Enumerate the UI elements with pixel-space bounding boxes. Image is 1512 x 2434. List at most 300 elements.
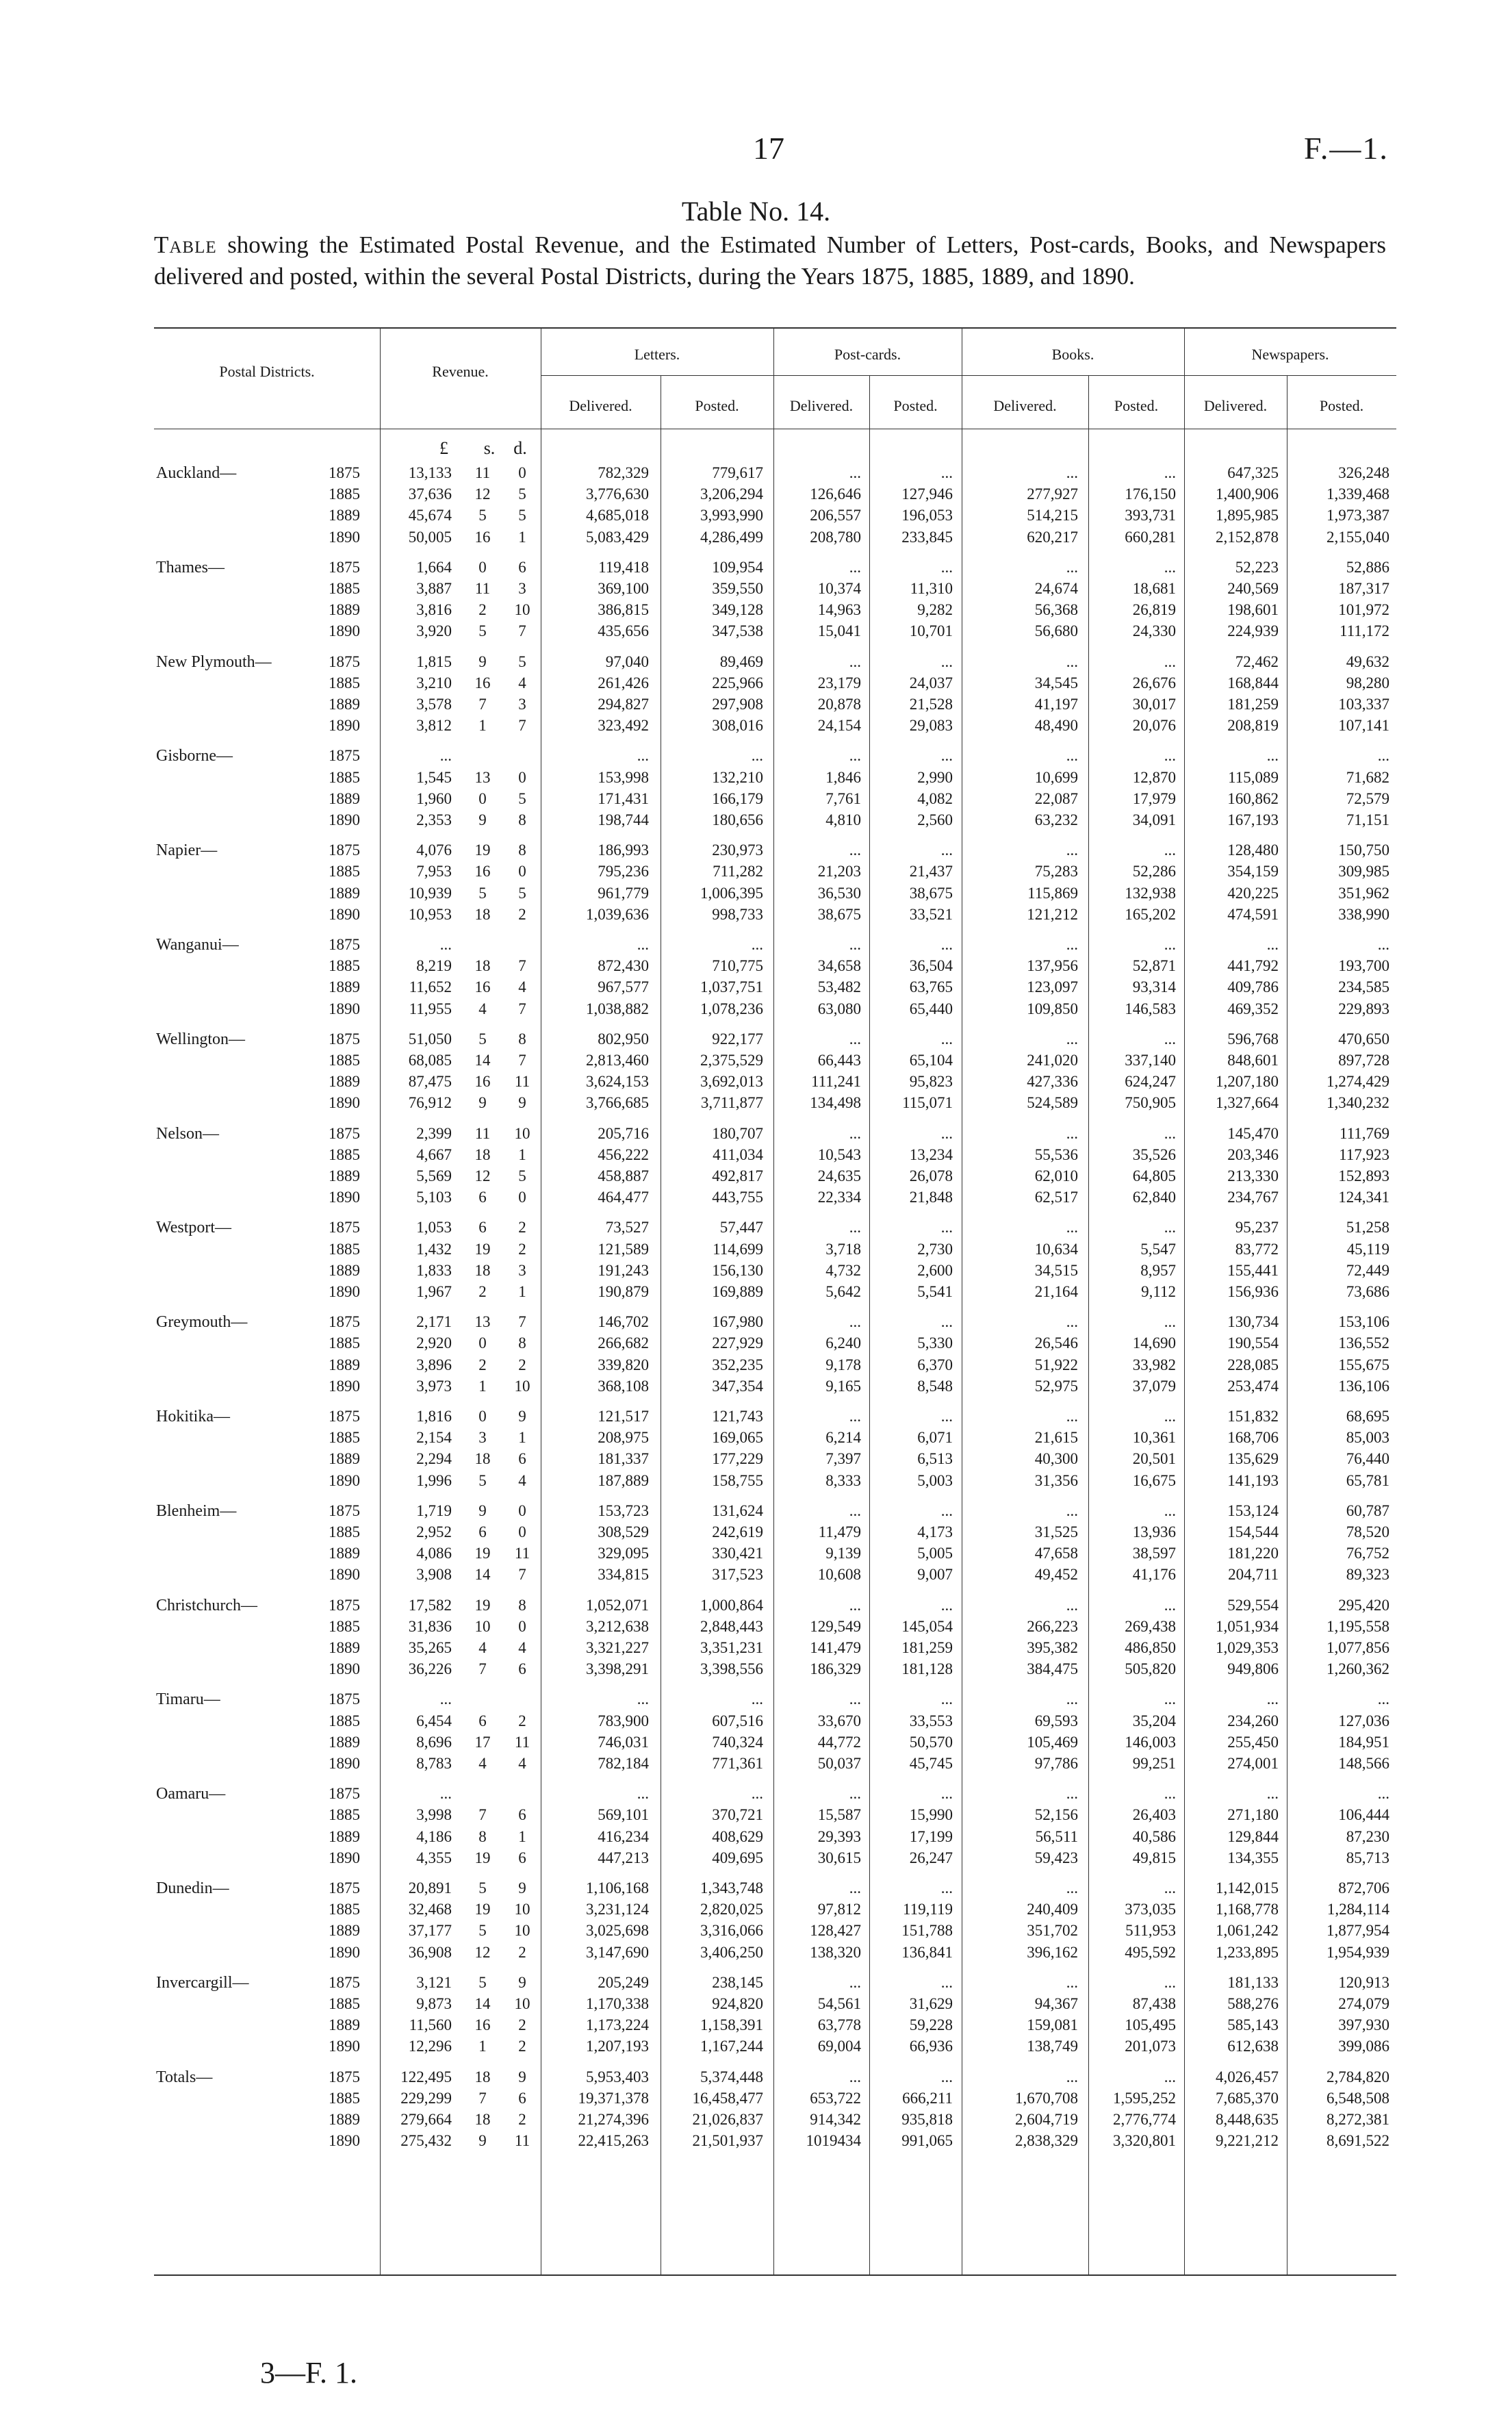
table-cell: 137,956: [1027, 957, 1078, 975]
district-name: Nelson—: [156, 1124, 219, 1143]
table-cell: 308,016: [712, 717, 763, 735]
table-cell: ...: [940, 1690, 953, 1708]
year-cell: 1885: [329, 1617, 360, 1635]
year-cell: 1889: [329, 884, 360, 902]
table-cell: 710,775: [712, 957, 763, 975]
table-cell: 107,141: [1338, 717, 1389, 735]
table-cell: 3: [518, 580, 526, 597]
table-cell: 9,282: [917, 601, 953, 619]
table-cell: 167,980: [712, 1313, 763, 1331]
table-cell: 1,142,015: [1216, 1879, 1279, 1897]
table-cell: 294,827: [598, 696, 649, 713]
table-cell: 18: [474, 2111, 491, 2128]
table-cell: 8: [518, 811, 526, 828]
table-cell: 3,321,227: [586, 1639, 649, 1656]
table-cell: 6,454: [416, 1712, 452, 1729]
year-cell: 1889: [329, 507, 360, 524]
year-cell: 1885: [329, 863, 360, 880]
year-cell: 1885: [329, 1995, 360, 2012]
table-cell: ...: [1164, 1596, 1176, 1614]
table-cell: 935,818: [901, 2111, 953, 2128]
table-cell: 271,180: [1227, 1806, 1279, 1824]
table-cell: ...: [637, 1690, 649, 1708]
table-cell: 205,249: [598, 1973, 649, 1991]
year-cell: 1875: [329, 841, 360, 859]
table-cell: 2,154: [416, 1429, 452, 1447]
year-cell: 1889: [329, 1073, 360, 1091]
table-cell: 0: [518, 464, 526, 481]
year-cell: 1875: [329, 1219, 360, 1237]
table-cell: 52,156: [1034, 1806, 1078, 1824]
table-cell: ...: [751, 1785, 763, 1803]
table-cell: 253,474: [1227, 1377, 1279, 1395]
table-cell: 782,329: [598, 464, 649, 481]
year-cell: 1889: [329, 1639, 360, 1656]
table-cell: 129,549: [810, 1617, 861, 1635]
year-cell: 1890: [329, 1094, 360, 1112]
table-cell: 97,040: [605, 652, 649, 670]
table-cell: 29,393: [817, 1827, 861, 1845]
table-cell: 21,164: [1034, 1283, 1078, 1300]
table-cell: 8,691,522: [1327, 2132, 1389, 2150]
table-cell: 50,037: [817, 1755, 861, 1772]
table-cell: 2: [518, 2016, 526, 2034]
table-cell: 14,963: [817, 601, 861, 619]
table-cell: 393,731: [1125, 507, 1176, 524]
table-cell: 0: [518, 1501, 526, 1519]
table-cell: 9: [478, 1501, 487, 1519]
table-cell: 5: [518, 884, 526, 902]
year-cell: 1875: [329, 558, 360, 576]
table-cell: 3: [478, 1429, 487, 1447]
table-cell: 3,711,877: [700, 1094, 763, 1112]
table-cell: 169,065: [712, 1429, 763, 1447]
table-cell: 60,787: [1346, 1501, 1389, 1519]
table-cell: 7: [478, 2089, 487, 2107]
table-cell: 3,993,990: [700, 507, 763, 524]
table-cell: 89,469: [719, 652, 763, 670]
table-cell: 2: [478, 601, 487, 619]
table-cell: 5,103: [416, 1189, 452, 1206]
year-cell: 1889: [329, 696, 360, 713]
caption-text: showing the Estimated Postal Revenue, and the Estimated Number of Letters, Post-cards, Books, and Newspapers delivered and posted, within the several Postal Districts, during the Years 1875, 1885, 1889, and 1890.: [154, 231, 1386, 290]
header-delivered: Delivered.: [789, 397, 854, 414]
table-cell: 3,973: [416, 1377, 452, 1395]
table-cell: 1,996: [416, 1471, 452, 1489]
table-cell: 20,076: [1132, 717, 1176, 735]
table-cell: 1: [518, 1283, 526, 1300]
table-cell: 186,329: [810, 1660, 861, 1678]
table-cell: 5: [518, 789, 526, 807]
table-cell: 2: [518, 1240, 526, 1258]
table-cell: 52,886: [1346, 558, 1389, 576]
table-cell: 323,492: [598, 717, 649, 735]
table-cell: 3,812: [416, 717, 452, 735]
table-cell: 206,557: [810, 507, 861, 524]
table-cell: 967,577: [598, 978, 649, 996]
table-cell: 181,337: [598, 1450, 649, 1468]
table-cell: ...: [1164, 747, 1176, 765]
table-cell: 3,398,556: [700, 1660, 763, 1678]
district-name: Wanganui—: [156, 936, 239, 954]
table-cell: 66,443: [817, 1052, 861, 1069]
table-cell: 26,403: [1132, 1806, 1176, 1824]
table-cell: ...: [1164, 464, 1176, 481]
table-cell: 11: [474, 464, 491, 481]
table-bottom-rule: [154, 2274, 1396, 2276]
table-cell: 1,037,751: [700, 978, 763, 996]
table-cell: 8: [518, 1030, 526, 1048]
table-cell: 109,850: [1027, 1000, 1078, 1017]
table-cell: 7,761: [825, 789, 861, 807]
table-cell: 229,893: [1338, 1000, 1389, 1017]
table-cell: 13: [474, 1313, 491, 1331]
table-cell: 4: [518, 1639, 526, 1656]
year-cell: 1875: [329, 936, 360, 953]
year-cell: 1885: [329, 957, 360, 975]
table-cell: 7,685,370: [1216, 2089, 1279, 2107]
year-cell: 1875: [329, 747, 360, 765]
table-cell: 18,681: [1132, 580, 1176, 597]
table-cell: 95,237: [1235, 1219, 1279, 1237]
table-cell: 0: [518, 1617, 526, 1635]
table-cell: 19: [474, 1901, 491, 1918]
table-cell: 961,779: [598, 884, 649, 902]
year-cell: 1889: [329, 1356, 360, 1373]
table-cell: 7: [518, 1052, 526, 1069]
table-cell: ...: [1066, 1030, 1078, 1048]
table-cell: ...: [849, 1313, 861, 1331]
page-number: 17: [753, 131, 784, 166]
table-cell: 347,354: [712, 1377, 763, 1395]
table-cell: ...: [1066, 1124, 1078, 1142]
table-cell: 2,776,774: [1113, 2111, 1176, 2128]
table-cell: 1: [518, 528, 526, 546]
table-cell: 309,985: [1338, 863, 1389, 880]
table-cell: 4,286,499: [700, 528, 763, 546]
table-cell: 1,545: [416, 768, 452, 786]
year-cell: 1885: [329, 1334, 360, 1352]
table-cell: 3,908: [416, 1566, 452, 1584]
table-cell: 1019434: [806, 2132, 861, 2150]
table-cell: 924,820: [712, 1995, 763, 2012]
table-cell: 15,990: [909, 1806, 953, 1824]
table-cell: 6: [518, 1849, 526, 1866]
table-cell: 10,361: [1132, 1429, 1176, 1447]
table-cell: 11: [514, 2132, 530, 2150]
table-cell: 97,812: [817, 1901, 861, 1918]
table-cell: 24,635: [817, 1167, 861, 1184]
table-cell: ...: [1164, 2068, 1176, 2086]
table-cell: 31,525: [1034, 1523, 1078, 1541]
table-cell: ...: [940, 1030, 953, 1048]
table-cell: 37,177: [408, 1922, 452, 1940]
table-cell: 2: [478, 1356, 487, 1373]
table-cell: 5: [478, 1030, 487, 1048]
year-cell: 1890: [329, 811, 360, 828]
footer-code: 3—F. 1.: [260, 2356, 357, 2389]
table-cell: ...: [1266, 747, 1279, 765]
table-cell: 17,199: [909, 1827, 953, 1845]
table-cell: 146,702: [598, 1313, 649, 1331]
table-cell: 2,171: [416, 1313, 452, 1331]
table-cell: 56,368: [1034, 601, 1078, 619]
year-cell: 1875: [329, 1596, 360, 1614]
table-cell: 1,051,934: [1216, 1617, 1279, 1635]
table-cell: 40,586: [1132, 1827, 1176, 1845]
year-cell: 1889: [329, 978, 360, 996]
table-cell: 6,071: [917, 1429, 953, 1447]
table-cell: 7: [518, 622, 526, 640]
table-cell: 115,869: [1027, 884, 1078, 902]
table-cell: 1,158,391: [700, 2016, 763, 2034]
table-cell: 456,222: [598, 1145, 649, 1163]
district-name: Hokitika—: [156, 1408, 230, 1425]
year-cell: 1885: [329, 674, 360, 692]
table-cell: 11,560: [409, 2016, 452, 2034]
table-cell: 240,569: [1227, 580, 1279, 597]
table-cell: 373,035: [1125, 1901, 1176, 1918]
table-cell: ...: [849, 464, 861, 481]
table-cell: 134,355: [1227, 1849, 1279, 1866]
year-cell: 1885: [329, 580, 360, 597]
table-cell: 495,592: [1125, 1943, 1176, 1961]
table-cell: 771,361: [712, 1755, 763, 1772]
table-cell: ...: [1066, 558, 1078, 576]
year-cell: 1890: [329, 1849, 360, 1866]
table-cell: 2,604,719: [1015, 2111, 1078, 2128]
table-cell: 8,448,635: [1216, 2111, 1279, 2128]
table-cell: 115,089: [1228, 768, 1279, 786]
table-cell: 397,930: [1338, 2016, 1389, 2034]
table-cell: ...: [1164, 1408, 1176, 1425]
table-cell: 1,284,114: [1327, 1901, 1389, 1918]
table-cell: 155,675: [1338, 1356, 1389, 1373]
table-cell: 9: [478, 652, 487, 670]
district-name: Gisborne—: [156, 747, 233, 765]
table-cell: 8,333: [825, 1471, 861, 1489]
table-cell: 134,498: [810, 1094, 861, 1112]
table-cell: ...: [1164, 1973, 1176, 1991]
table-cell: 10: [514, 1922, 530, 1940]
table-cell: 135,629: [1227, 1450, 1279, 1468]
table-cell: 2: [518, 1356, 526, 1373]
table-cell: 10,543: [817, 1145, 861, 1163]
header-currency-1: s.: [483, 438, 496, 458]
table-cell: 16,675: [1132, 1471, 1176, 1489]
table-cell: 123,097: [1027, 978, 1078, 996]
table-cell: 62,010: [1034, 1167, 1078, 1184]
header-delivered: Delivered.: [1203, 397, 1268, 414]
table-cell: 121,212: [1027, 905, 1078, 923]
table-cell: 3,624,153: [586, 1073, 649, 1091]
table-cell: 121,743: [712, 1408, 763, 1425]
table-cell: 10,939: [408, 884, 452, 902]
table-cell: ...: [439, 1785, 452, 1803]
table-cell: 2: [518, 2038, 526, 2055]
table-cell: 1,260,362: [1327, 1660, 1389, 1678]
table-cell: 2,399: [416, 1124, 452, 1142]
table-cell: 464,477: [598, 1189, 649, 1206]
table-cell: 21,437: [909, 863, 953, 880]
table-cell: 168,844: [1227, 674, 1279, 692]
table-cell: 612,638: [1227, 2038, 1279, 2055]
table-cell: 129,844: [1227, 1827, 1279, 1845]
table-cell: 151,788: [901, 1922, 953, 1940]
table-cell: 5,569: [416, 1167, 452, 1184]
table-cell: 117,923: [1339, 1145, 1389, 1163]
table-cell: 3,920: [416, 622, 452, 640]
table-cell: 351,702: [1027, 1922, 1078, 1940]
table-cell: ...: [940, 1219, 953, 1237]
table-cell: 2,920: [416, 1334, 452, 1352]
table-cell: ...: [940, 841, 953, 859]
table-cell: 33,982: [1132, 1356, 1176, 1373]
table-cell: 13,936: [1132, 1523, 1176, 1541]
table-cell: 5: [518, 507, 526, 524]
table-cell: 1,400,906: [1216, 485, 1279, 503]
table-cell: ...: [1164, 1879, 1176, 1897]
table-cell: 156,936: [1227, 1283, 1279, 1300]
table-cell: 2,600: [917, 1261, 953, 1279]
table-cell: 153,124: [1227, 1501, 1279, 1519]
table-cell: 0: [478, 558, 487, 576]
table-cell: 63,778: [817, 2016, 861, 2034]
table-cell: 4,076: [416, 841, 452, 859]
table-cell: 5: [478, 1922, 487, 1940]
table-cell: 1,053: [416, 1219, 452, 1237]
header-group-1: Post-cards.: [834, 346, 901, 363]
district-name: Christchurch—: [156, 1596, 257, 1614]
table-cell: 511,953: [1125, 1922, 1176, 1940]
table-cell: 416,234: [598, 1827, 649, 1845]
table-cell: 848,601: [1227, 1052, 1279, 1069]
table-cell: 399,086: [1338, 2038, 1389, 2055]
header-posted: Posted.: [1114, 397, 1159, 414]
table-cell: 119,119: [902, 1901, 953, 1918]
table-cell: 21,274,396: [578, 2111, 649, 2128]
table-cell: 21,501,937: [692, 2132, 763, 2150]
table-cell: 22,415,263: [578, 2132, 649, 2150]
table-cell: 10: [514, 1124, 530, 1142]
year-cell: 1889: [329, 1827, 360, 1845]
table-cell: 10,953: [408, 905, 452, 923]
table-cell: 19: [474, 1849, 491, 1866]
table-cell: 1: [518, 1827, 526, 1845]
table-cell: 1,170,338: [586, 1995, 649, 2012]
table-cell: 897,728: [1338, 1052, 1389, 1069]
table-cell: 136,841: [901, 1943, 953, 1961]
table-cell: 224,939: [1227, 622, 1279, 640]
table-cell: 119,418: [598, 558, 649, 576]
table-cell: 1,954,939: [1327, 1943, 1389, 1961]
table-cell: ...: [751, 936, 763, 953]
table-cell: 71,151: [1346, 811, 1389, 828]
table-cell: 9: [478, 1094, 487, 1112]
table-cell: 24,037: [909, 674, 953, 692]
table-cell: 746,031: [598, 1733, 649, 1751]
year-cell: 1885: [329, 1806, 360, 1824]
table-cell: 153,998: [598, 768, 649, 786]
table-cell: 386,815: [598, 601, 649, 619]
table-cell: 1,833: [416, 1261, 452, 1279]
table-cell: 19: [474, 841, 491, 859]
table-cell: 176,150: [1125, 485, 1176, 503]
table-cell: 14: [474, 1566, 491, 1584]
table-cell: 24,330: [1132, 622, 1176, 640]
table-cell: 20,501: [1132, 1450, 1176, 1468]
table-cell: 4: [518, 1471, 526, 1489]
table-cell: ...: [1164, 1219, 1176, 1237]
table-cell: 3,212,638: [586, 1617, 649, 1635]
table-cell: 4,355: [416, 1849, 452, 1866]
table-cell: 1,207,193: [586, 2038, 649, 2055]
table-cell: 8: [518, 841, 526, 859]
year-cell: 1890: [329, 622, 360, 640]
table-cell: 8,548: [917, 1377, 953, 1395]
table-cell: 802,950: [598, 1030, 649, 1048]
table-cell: ...: [1066, 1785, 1078, 1803]
table-cell: 8,272,381: [1327, 2111, 1389, 2128]
table-cell: 782,184: [598, 1755, 649, 1772]
table-cell: 352,235: [712, 1356, 763, 1373]
table-cell: 474,591: [1227, 905, 1279, 923]
table-cell: ...: [849, 1690, 861, 1708]
table-cell: 2: [518, 1712, 526, 1729]
table-cell: 1,173,224: [586, 2016, 649, 2034]
table-cell: ...: [637, 747, 649, 765]
table-cell: 30,615: [817, 1849, 861, 1866]
table-cell: ...: [849, 747, 861, 765]
table-cell: ...: [849, 1785, 861, 1803]
table-cell: 10: [514, 1377, 530, 1395]
table-cell: 2: [518, 905, 526, 923]
table-cell: 0: [518, 768, 526, 786]
table-cell: ...: [849, 1030, 861, 1048]
year-cell: 1890: [329, 1660, 360, 1678]
table-cell: 0: [478, 789, 487, 807]
table-cell: 998,733: [712, 905, 763, 923]
table-cell: 12: [474, 485, 491, 503]
table-cell: 66,936: [909, 2038, 953, 2055]
year-cell: 1875: [329, 1501, 360, 1519]
table-cell: 41,197: [1034, 696, 1078, 713]
table-cell: 5,083,429: [586, 528, 649, 546]
table-cell: 447,213: [598, 1849, 649, 1866]
table-cell: 124,341: [1338, 1189, 1389, 1206]
year-cell: 1890: [329, 1189, 360, 1206]
table-cell: 4,186: [416, 1827, 452, 1845]
table-cell: 4: [478, 1639, 487, 1656]
table-cell: 435,656: [598, 622, 649, 640]
table-cell: 359,550: [712, 580, 763, 597]
table-cell: 10: [514, 1995, 530, 2012]
table-cell: 411,034: [713, 1145, 763, 1163]
table-cell: 5: [478, 884, 487, 902]
table-cell: 23,179: [817, 674, 861, 692]
table-cell: 1,195,558: [1327, 1617, 1389, 1635]
table-cell: 6: [518, 1806, 526, 1824]
caption-lead: Table: [154, 231, 217, 258]
table-cell: 6,513: [917, 1450, 953, 1468]
table-cell: 11: [514, 1073, 530, 1091]
table-cell: 234,260: [1227, 1712, 1279, 1729]
table-cell: 1,029,353: [1216, 1639, 1279, 1656]
table-cell: ...: [940, 558, 953, 576]
table-cell: ...: [849, 936, 861, 953]
table-cell: 26,078: [909, 1167, 953, 1184]
year-cell: 1890: [329, 905, 360, 923]
